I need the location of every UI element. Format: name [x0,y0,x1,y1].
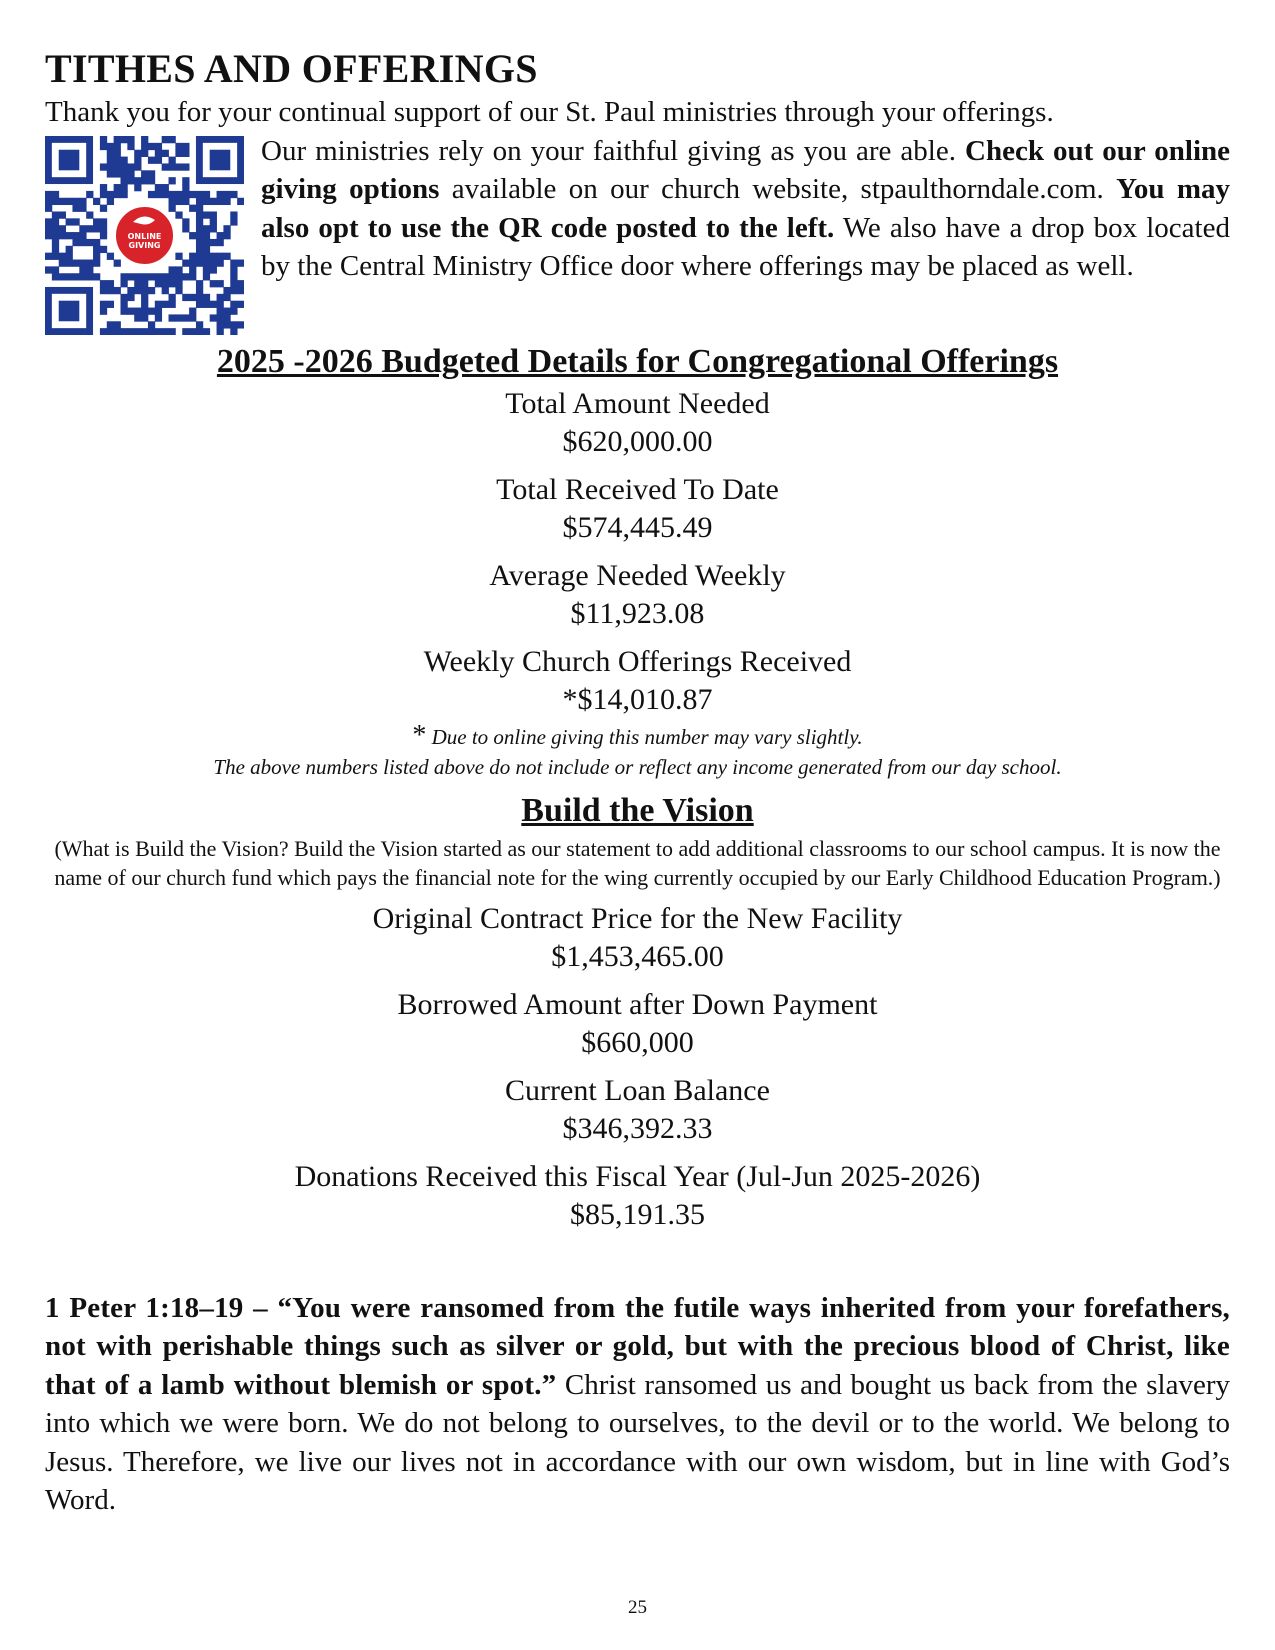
vision-description: (What is Build the Vision? Build the Vision started as our statement to add additional classrooms to our school campus. It is now the name of our church fund which pays the financial note for the wing currently occupied by our Early Childhood Education Program.) [54,835,1221,890]
qr-code-graphic [45,136,244,335]
vision-figure-value: $85,191.35 [570,1197,705,1231]
vision-figure-value: $660,000 [581,1025,694,1059]
vision-section-title: Build the Vision [521,791,754,829]
budget-figure-label: Weekly Church Offerings Received [423,644,852,678]
vision-figure-value: $1,453,465.00 [551,939,724,973]
online-giving-note [45,721,1230,752]
budget-figure-value: $11,923.08 [570,596,705,630]
intro-bold-qr: You may also opt to use the QR code posted to the left. [261,173,1230,244]
day-school-note: The above numbers listed above do not include or reflect any income generated from our day school. [213,754,1062,779]
intro-text-c: We also have a drop box located by the Central Ministry Office door where offerings may be placed as well. [261,211,1230,282]
budget-figure [45,385,1230,461]
budget-figure-value: $620,000.00 [562,424,713,458]
vision-figure-label: Current Loan Balance [505,1073,770,1107]
vision-figure-label: Original Contract Price for the New Facility [372,901,903,935]
bulletin-page [45,45,1230,1549]
online-giving-qr-code[interactable] [45,136,244,335]
page-title: TITHES AND OFFERINGS [45,46,538,91]
scripture-commentary: Christ ransomed us and bought us back from the slavery into which we were born. We do not belong to ourselves, to the devil or to the world. We belong to Jesus. Therefore, we live our lives not in accordance with our own wisdom, but in line with God’s Word. [45,1368,1230,1516]
badge-label: GIVING [128,240,161,250]
vision-figure-label: Borrowed Amount after Down Payment [397,987,878,1021]
page-number: 25 [628,1597,647,1618]
vision-figure-value: $346,392.33 [562,1111,713,1145]
intro-with-qr [45,132,1230,335]
intro-text-b: available on our church website, stpaulthorndale.com. [439,173,1117,205]
budget-section-title: 2025 -2026 Budgeted Details for Congregational Offerings [216,342,1059,380]
vision-figure [45,986,1230,1062]
intro-bold-online-giving: Check out our online giving options [261,134,1230,205]
scripture-paragraph [45,1289,1230,1520]
note-asterisk: * [412,719,427,751]
vision-figure-label: Donations Received this Fiscal Year (Jul-Jun 2025-2026) [294,1159,981,1193]
intro-paragraph [261,132,1230,335]
budget-figure-label: Total Amount Needed [505,386,770,420]
budget-figure-value: *$14,010.87 [562,682,713,716]
budget-figure-value: $574,445.49 [562,510,713,544]
budget-figure [45,471,1230,547]
note-text: Due to online giving this number may vary slightly. [431,724,863,749]
budget-figure [45,643,1230,719]
vision-figure [45,1158,1230,1234]
badge-label: ONLINE [127,231,162,241]
vision-figure [45,1072,1230,1148]
vision-figure [45,900,1230,976]
budget-figure-label: Total Received To Date [496,472,779,506]
budget-figures [45,385,1230,719]
intro-first-line: Thank you for your continual support of our St. Paul ministries through your offerings. [45,96,1054,128]
vision-figures [45,900,1230,1234]
intro-text-a: Our ministries rely on your faithful giving as you are able. [261,134,965,167]
budget-figure [45,557,1230,633]
scripture-quote: 1 Peter 1:18–19 – “You were ransomed from the futile ways inherited from your forefathers, not with perishable things such as silver or gold, but with the precious blood of Christ, like that of a lamb without blemish or spot.” [45,1291,1230,1401]
budget-figure-label: Average Needed Weekly [489,558,786,592]
